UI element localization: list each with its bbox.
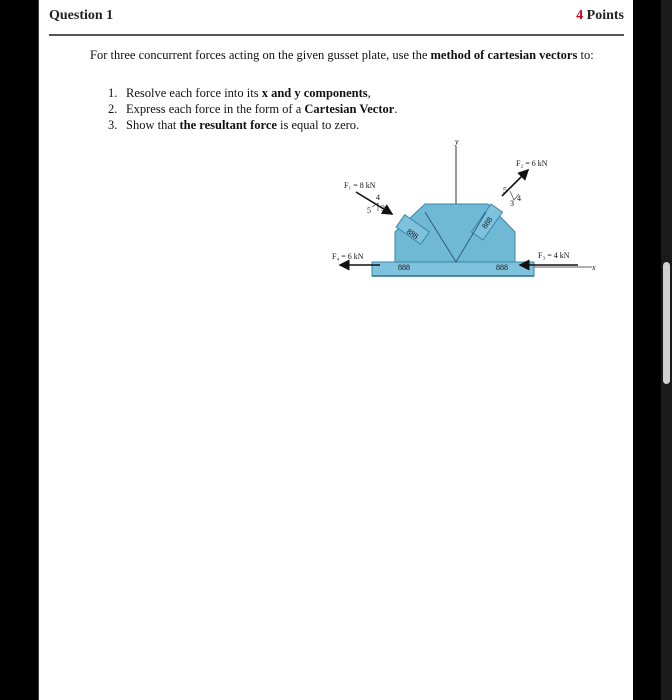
prompt-method: method of cartesian vectors bbox=[430, 48, 578, 62]
list-item-number: 1. bbox=[108, 86, 118, 100]
list-item bbox=[108, 101, 568, 117]
prompt-end: to: bbox=[577, 48, 594, 62]
scrollbar-thumb[interactable] bbox=[663, 262, 670, 384]
left-frame bbox=[0, 0, 38, 700]
points-label: Points bbox=[586, 8, 624, 23]
list-item-text: Express each force in the form of a Cartesian Vector. bbox=[126, 102, 398, 116]
question-points bbox=[576, 8, 624, 24]
header-divider bbox=[49, 34, 624, 36]
label-x-axis: x bbox=[592, 263, 596, 272]
ratio-5-left: 5 bbox=[367, 206, 371, 215]
points-value: 4 bbox=[576, 8, 584, 23]
rivets-diag-left: 888 bbox=[405, 226, 421, 242]
rivets-diag-right: 888 bbox=[480, 215, 495, 231]
list-item bbox=[108, 117, 568, 133]
ratio-3-left: 3 bbox=[381, 204, 385, 213]
label-f4: F₄ = 6 kN bbox=[332, 252, 364, 261]
label-y-axis: y bbox=[455, 137, 459, 146]
question-prompt bbox=[90, 47, 600, 63]
list-item-number: 2. bbox=[108, 102, 118, 116]
prompt-text: For three concurrent forces acting on the given gusset plate, use the bbox=[90, 48, 431, 62]
force-f1-arrow bbox=[356, 192, 392, 214]
gusset-plate-figure bbox=[308, 132, 608, 292]
ratio-4-right: 4 bbox=[517, 194, 521, 203]
question-header bbox=[49, 6, 624, 34]
list-item-text: Show that the resultant force is equal to zero. bbox=[126, 118, 360, 132]
task-list bbox=[108, 85, 568, 133]
ratio-3-right: 3 bbox=[510, 199, 514, 208]
bottom-beam bbox=[372, 262, 534, 276]
label-f3: F₃ = 4 kN bbox=[538, 251, 570, 260]
list-item-text: Resolve each force into its x and y components, bbox=[126, 86, 371, 100]
label-f2: F₂ = 6 kN bbox=[516, 159, 548, 168]
label-f1: F₁ = 8 kN bbox=[344, 181, 376, 190]
rivets-left: 888 bbox=[398, 263, 410, 272]
question-title: Question 1 bbox=[49, 8, 114, 23]
ratio-5-right: 5 bbox=[503, 186, 507, 195]
list-item-number: 3. bbox=[108, 118, 118, 132]
rivets-right: 888 bbox=[496, 263, 508, 272]
ratio-4-left: 4 bbox=[376, 193, 380, 202]
list-item bbox=[108, 85, 568, 101]
